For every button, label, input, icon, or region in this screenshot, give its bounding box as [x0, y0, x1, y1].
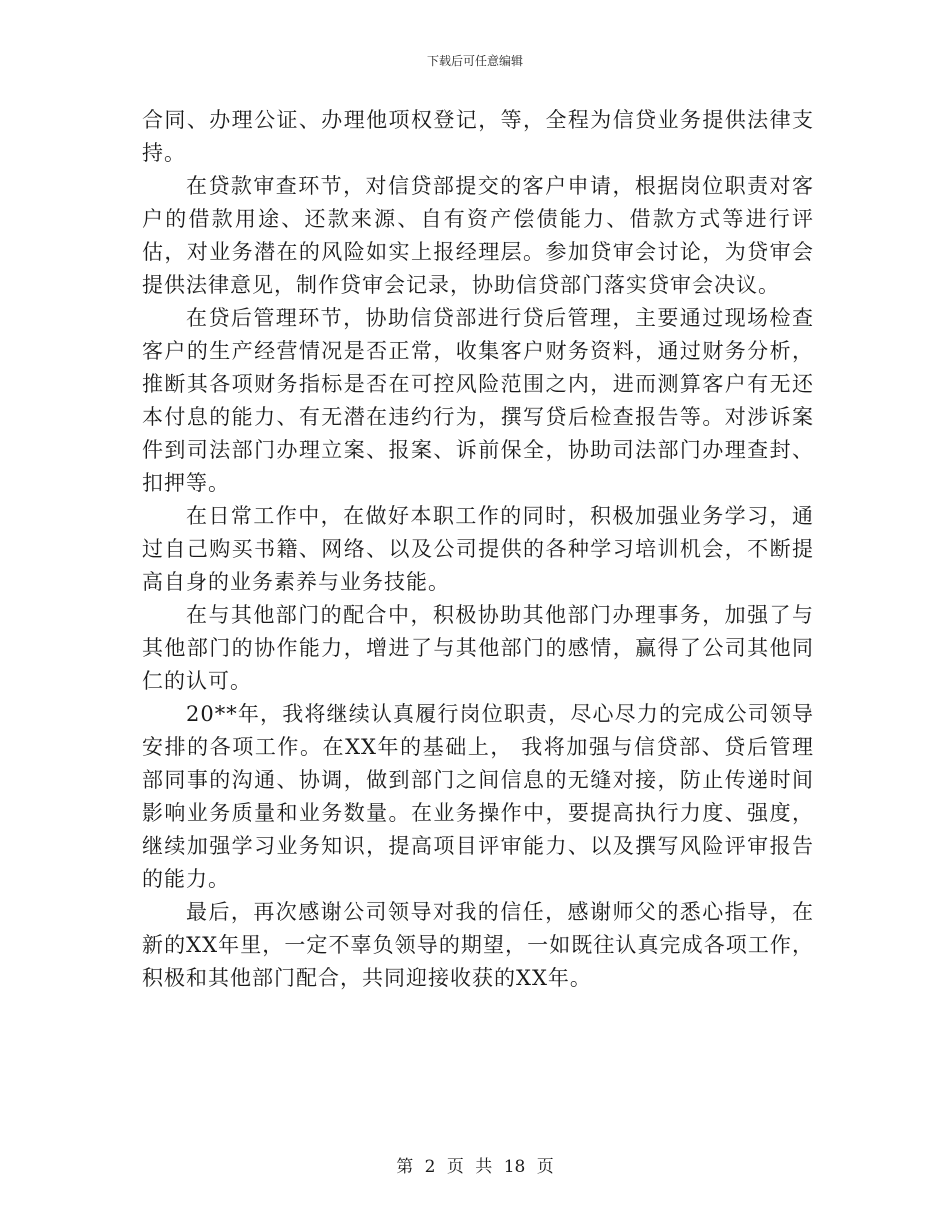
page-number-footer: 第 2 页 共 18 页	[396, 1157, 554, 1177]
paragraph-1: 合同、办理公证、办理他项权登记，等，全程为信贷业务提供法律支持。	[142, 108, 814, 165]
paragraph-5: 在与其他部门的配合中，积极协助其他部门办理事务，加强了与其他部门的协作能力，增进了与其他部门的感情，赢得了公司其他同仁的认可。	[142, 603, 814, 693]
paragraph-3: 在贷后管理环节，协助信贷部进行贷后管理，主要通过现场检查客户的生产经营情况是否正常，收集客户财务资料，通过财务分析，推断其各项财务指标是否在可控风险范围之内，进而测算客户有无还本付息的能力、有无潜在违约行为，撰写贷后检查报告等。对涉诉案件到司法部门办理立案、报案、诉前保全，协助司法部门办理查封、扣押等。	[142, 306, 814, 495]
page-header: 下载后可任意编辑	[426, 54, 523, 68]
paragraph-4: 在日常工作中，在做好本职工作的同时，积极加强业务学习，通过自己购买书籍、网络、以及公司提供的各种学习培训机会，不断提高自身的业务素养与业务技能。	[142, 504, 814, 594]
document-body	[142, 104, 814, 995]
paragraph-7: 最后，再次感谢公司领导对我的信任，感谢师父的悉心指导，在新的XX年里，一定不辜负领导的期望，一如既往认真完成各项工作，积极和其他部门配合，共同迎接收获的XX年。	[142, 900, 814, 990]
paragraph-2: 在贷款审查环节，对信贷部提交的客户申请，根据岗位职责对客户的借款用途、还款来源、自有资产偿债能力、借款方式等进行评估，对业务潜在的风险如实上报经理层。参加贷审会讨论，为贷审会提供法律意见，制作贷审会记录，协助信贷部门落实贷审会决议。	[142, 174, 814, 297]
paragraph-6: 20**年，我将继续认真履行岗位职责，尽心尽力的完成公司领导安排的各项工作。在XX年的基础上， 我将加强与信贷部、贷后管理部同事的沟通、协调，做到部门之间信息的无缝对接，防止传递时间影响业务质量和业务数量。在业务操作中，要提高执行力度、强度，继续加强学习业务知识，提高项目评审能力、以及撰写风险评审报告的能力。	[142, 702, 814, 891]
